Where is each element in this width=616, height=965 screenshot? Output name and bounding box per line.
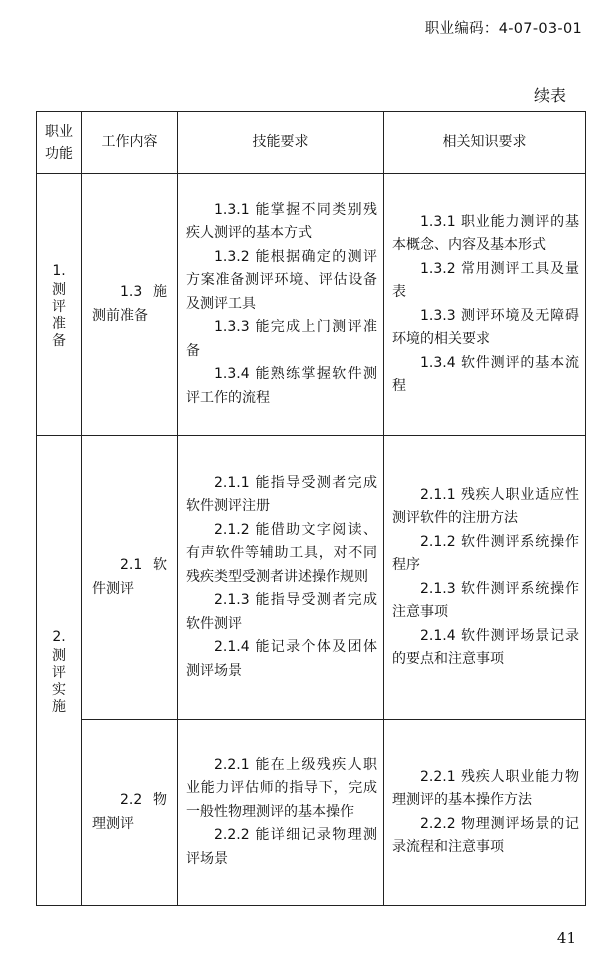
function-number: 1. xyxy=(52,262,66,279)
function-name: 测评实施 xyxy=(52,647,66,715)
function-name: 测评准备 xyxy=(52,281,66,349)
skill-item: 1.3.4 能熟练掌握软件测评工作的流程 xyxy=(186,366,377,406)
knowledge-item: 2.1.3 软件测评系统操作注意事项 xyxy=(392,580,579,620)
function-cell xyxy=(37,174,82,436)
work-content-cell xyxy=(82,436,178,720)
skill-item: 1.3.1 能掌握不同类别残疾人测评的基本方式 xyxy=(186,201,377,242)
knowledge-item: 1.3.1 职业能力测评的基本概念、内容及基本形式 xyxy=(392,213,579,253)
knowledge-item: 1.3.3 测评环境及无障碍环境的相关要求 xyxy=(392,307,579,347)
skills-cell xyxy=(178,174,384,436)
work-content-cell xyxy=(82,174,178,436)
continued-label: 续表 xyxy=(533,86,566,105)
work-content: 1.3 施测前准备 xyxy=(92,284,167,324)
table-row xyxy=(37,174,586,436)
occupation-code: 职业编码：4-07-03-01 xyxy=(424,21,582,37)
skills-cell xyxy=(178,436,384,720)
knowledge-item: 2.2.2 物理测评场景的记录流程和注意事项 xyxy=(392,815,579,855)
work-content: 2.1 软件测评 xyxy=(92,557,167,597)
header-content: 工作内容 xyxy=(82,112,178,174)
skill-item: 2.2.1 能在上级残疾人职业能力评估师的指导下，完成一般性物理测评的基本操作 xyxy=(186,756,377,820)
skills-cell xyxy=(178,720,384,906)
work-content-cell xyxy=(82,720,178,906)
table-header-row xyxy=(37,112,586,174)
knowledge-cell xyxy=(384,720,586,906)
skill-item: 2.1.4 能记录个体及团体测评场景 xyxy=(186,639,377,679)
skill-item: 2.2.2 能详细记录物理测评场景 xyxy=(186,827,377,867)
skill-item: 2.1.2 能借助文字阅读、有声软件等辅助工具，对不同残疾类型受测者讲述操作规则 xyxy=(186,521,377,585)
skill-item: 2.1.3 能指导受测者完成软件测评 xyxy=(186,592,377,632)
knowledge-item: 1.3.4 软件测评的基本流程 xyxy=(392,354,579,394)
skill-item: 2.1.1 能指导受测者完成软件测评注册 xyxy=(186,474,377,515)
table-row xyxy=(37,720,586,906)
header-function: 职业功能 xyxy=(37,112,82,174)
table-row xyxy=(37,436,586,720)
function-number: 2. xyxy=(52,628,66,645)
knowledge-item: 2.1.4 软件测评场景记录的要点和注意事项 xyxy=(392,627,579,667)
knowledge-cell xyxy=(384,174,586,436)
header-skills: 技能要求 xyxy=(178,112,384,174)
knowledge-item: 2.2.1 残疾人职业能力物理测评的基本操作方法 xyxy=(392,768,579,808)
requirements-table xyxy=(36,111,586,906)
skill-item: 1.3.2 能根据确定的测评方案准备测评环境、评估设备及测评工具 xyxy=(186,248,377,312)
knowledge-cell xyxy=(384,436,586,720)
work-content: 2.2 物理测评 xyxy=(92,792,167,832)
function-cell xyxy=(37,436,82,906)
page-number: 41 xyxy=(556,929,576,947)
header-knowledge: 相关知识要求 xyxy=(384,112,586,174)
knowledge-item: 2.1.2 软件测评系统操作程序 xyxy=(392,533,579,573)
skill-item: 1.3.3 能完成上门测评准备 xyxy=(186,319,377,359)
knowledge-item: 1.3.2 常用测评工具及量表 xyxy=(392,260,579,300)
knowledge-item: 2.1.1 残疾人职业适应性测评软件的注册方法 xyxy=(392,486,579,526)
